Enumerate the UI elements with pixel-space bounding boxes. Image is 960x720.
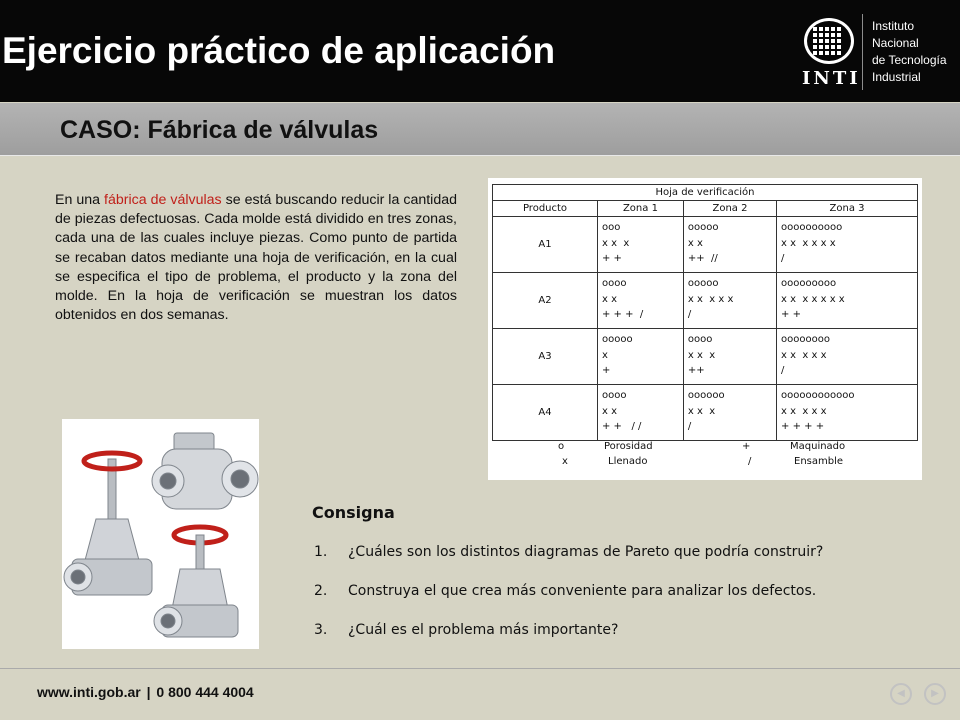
tally-line: / (687, 309, 692, 320)
footer-contact (37, 684, 254, 700)
question-text: ¿Cuál es el problema más importante? (348, 622, 619, 638)
zone-cell (598, 329, 684, 385)
tally-line: x x x x x (781, 349, 827, 361)
gate-valve-back (64, 453, 152, 595)
list-item (314, 622, 954, 661)
logo-line: Nacional (872, 36, 919, 50)
legend-symbol: + (742, 441, 751, 452)
intro-highlight: fábrica de válvulas (104, 192, 222, 208)
question-number: 1. (314, 544, 328, 560)
tally-line: ++ (687, 365, 705, 376)
product-cell: A4 (493, 385, 598, 441)
footer-url[interactable]: www.inti.gob.ar (37, 684, 141, 700)
zone-cell (598, 385, 684, 441)
logo-abbrev: INTI (802, 68, 861, 89)
tally-line: ooooooooo (781, 278, 837, 289)
tally-line: x x x (687, 405, 716, 417)
question-text: Construya el que crea más conveniente para analizar los defectos. (348, 583, 817, 599)
question-number: 2. (314, 583, 328, 599)
tally-line: + + (781, 309, 801, 320)
verification-sheet (488, 178, 922, 480)
valves-photo (62, 419, 259, 649)
product-cell: A3 (493, 329, 598, 385)
tally-line: ooooo (602, 334, 633, 345)
zone-cell (777, 273, 918, 329)
tally-line: / (781, 253, 785, 264)
column-header: Zona 2 (683, 201, 776, 217)
tally-line: ++ // (687, 253, 718, 264)
tally-line: ooooo (687, 222, 719, 233)
tally-line: x x x x x x (781, 237, 836, 249)
legend-symbol: x (562, 456, 568, 467)
question-text: ¿Cuáles son los distintos diagramas de Pareto que podría construir? (348, 544, 824, 560)
zone-cell (683, 385, 776, 441)
case-subtitle: CASO: Fábrica de válvulas (60, 116, 379, 144)
gate-valve-front (154, 527, 238, 637)
tally-line: oooooooooo (781, 222, 843, 233)
tally-line: oooooooo (781, 334, 830, 345)
zone-cell (683, 273, 776, 329)
tally-line: oooo (687, 334, 713, 345)
legend-label: Maquinado (790, 441, 846, 452)
page-title: Ejercicio práctico de aplicación (2, 30, 556, 71)
tally-line: oooooo (687, 390, 725, 401)
tally-line: + + + / (602, 309, 644, 320)
inti-emblem-icon (804, 18, 854, 64)
tally-line: x x x (602, 237, 630, 249)
legend-label: Llenado (608, 456, 648, 467)
logo-line: Instituto (872, 19, 915, 33)
footer-phone: 0 800 444 4004 (156, 684, 254, 700)
intro-paragraph (55, 191, 457, 325)
tally-line: + + / / (602, 421, 642, 432)
tally-line: x x x x x x x (781, 293, 845, 305)
question-number: 3. (314, 622, 328, 638)
column-header: Zona 1 (598, 201, 684, 217)
product-cell: A2 (493, 273, 598, 329)
intro-text: En una (55, 192, 105, 208)
verification-table (492, 184, 918, 441)
tally-line: / (781, 365, 785, 376)
tally-line: oooo (602, 390, 627, 401)
legend-symbol: / (748, 456, 752, 467)
legend-label: Porosidad (604, 441, 653, 452)
logo-line: de Tecnología (872, 53, 947, 67)
tally-line: oooooooooooo (781, 390, 855, 401)
intro-text: se está buscando reducir la cantidad de piezas defectuosas. Cada molde está dividido en tres zonas, cada una de las cuales incluye piezas. Como punto de partida se recaban datos mediante una hoja de verificación, en la cual se especifica el tipo de problema, el producto y la zona del molde. En la hoja de verificación se muestran los datos obtenidos en dos semanas. (55, 192, 457, 324)
product-cell: A1 (493, 217, 598, 273)
tally-line: x x x x x (687, 293, 734, 305)
tally-line: x x (602, 405, 618, 417)
consigna-heading: Consigna (312, 503, 395, 522)
table-row (493, 329, 918, 385)
header-bar (0, 0, 960, 102)
zone-cell (598, 273, 684, 329)
table-row (493, 273, 918, 329)
inti-logo (804, 14, 954, 94)
logo-divider (862, 14, 863, 90)
column-header: Zona 3 (777, 201, 918, 217)
tally-line: / (687, 421, 692, 432)
tally-line: x x (602, 293, 618, 305)
tally-line: x x x x x (781, 405, 827, 417)
column-header: Producto (493, 201, 598, 217)
tally-line: + + (602, 253, 622, 264)
tally-line: ooo (602, 222, 621, 233)
footer-separator: | (146, 684, 151, 700)
next-icon[interactable]: ▶ (924, 683, 946, 705)
logo-institute-name (872, 18, 947, 86)
list-item (314, 583, 954, 622)
list-item (314, 544, 954, 583)
zone-cell (683, 217, 776, 273)
logo-line: Industrial (872, 70, 921, 84)
question-list (314, 544, 954, 661)
tally-line: + + + + (781, 421, 825, 432)
zone-cell (683, 329, 776, 385)
tally-line: x x x (687, 349, 716, 361)
legend-label: Ensamble (794, 456, 844, 467)
legend-symbol: o (558, 441, 565, 452)
check-valve (152, 433, 258, 509)
footer-divider (0, 668, 960, 669)
tally-line: + (602, 365, 611, 376)
table-row (493, 217, 918, 273)
zone-cell (598, 217, 684, 273)
tally-line: ooooo (687, 278, 719, 289)
previous-icon[interactable]: ◀ (890, 683, 912, 705)
sheet-title: Hoja de verificación (493, 185, 918, 201)
zone-cell (777, 385, 918, 441)
tally-line: x x (687, 237, 703, 249)
zone-cell (777, 329, 918, 385)
tally-line: x (602, 349, 608, 361)
zone-cell (777, 217, 918, 273)
tally-line: oooo (602, 278, 627, 289)
table-row (493, 385, 918, 441)
